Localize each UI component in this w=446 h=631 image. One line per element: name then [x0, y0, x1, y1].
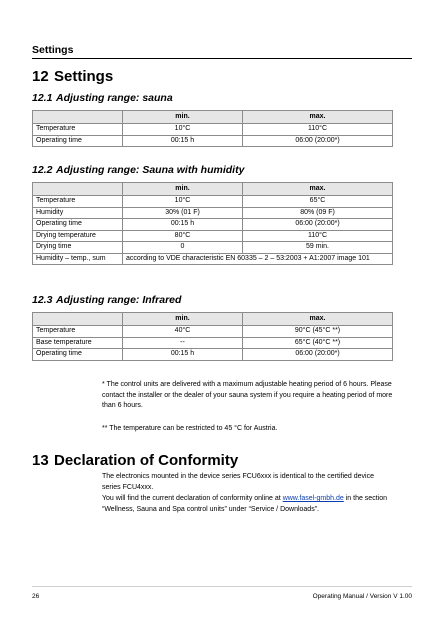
- section-13-title: Declaration of Conformity: [54, 452, 239, 469]
- row-label: Operating time: [33, 219, 123, 231]
- header-cell: min.: [123, 111, 243, 124]
- max-value: 80% (09 F): [243, 207, 393, 219]
- section-13-heading: [32, 452, 238, 469]
- row-label: Operating time: [33, 349, 123, 361]
- min-value: 00:15 h: [123, 219, 243, 231]
- infrared-range-table: [32, 312, 393, 361]
- row-label: Temperature: [33, 196, 123, 208]
- sauna-humidity-range-table: [32, 182, 393, 265]
- min-value: 10°C: [123, 196, 243, 208]
- running-head: Settings: [32, 44, 74, 56]
- page-number: 26: [32, 593, 40, 600]
- section-12-heading: [32, 68, 113, 85]
- row-label: Operating time: [33, 135, 123, 147]
- footer-rule: [32, 586, 412, 587]
- min-value: 00:15 h: [123, 135, 243, 147]
- table-row: [33, 219, 393, 231]
- row-label: Base temperature: [33, 337, 123, 349]
- header-cell: min.: [123, 313, 243, 326]
- header-cell: [33, 183, 123, 196]
- conformity-paragraph: The electronics mounted in the device series FCU6xxx is identical to the certified device series FCU4xxx.: [102, 473, 374, 491]
- max-value: 06:00 (20:00*): [243, 135, 393, 147]
- sauna-range-table: [32, 110, 393, 147]
- max-value: 90°C (45°C **): [243, 326, 393, 338]
- section-12-3-heading: [32, 294, 181, 306]
- row-label: Humidity – temp., sum: [33, 253, 123, 265]
- note-austria: ** The temperature can be restricted to 45 °C for Austria.: [102, 425, 278, 432]
- table-header-row: [33, 183, 393, 196]
- max-value: 65°C (40°C **): [243, 337, 393, 349]
- document-version: Operating Manual / Version V 1.00: [312, 593, 412, 600]
- min-value: 30% (01 F): [123, 207, 243, 219]
- table-row: [33, 349, 393, 361]
- header-cell: max.: [243, 183, 393, 196]
- min-value: 10°C: [123, 124, 243, 136]
- download-text-end: in the section “Wellness, Sauna and Spa control units” under “Service / Downloads”.: [102, 495, 387, 513]
- table-row: [33, 326, 393, 338]
- section-12-2-title: Adjusting range: Sauna with humidity: [56, 164, 245, 176]
- row-label: Drying temperature: [33, 230, 123, 242]
- header-cell: max.: [243, 313, 393, 326]
- max-value: 110°C: [243, 230, 393, 242]
- section-13-number: 13: [32, 452, 49, 469]
- row-label: Temperature: [33, 124, 123, 136]
- section-12-1-heading: [32, 92, 173, 104]
- min-value: --: [123, 337, 243, 349]
- section-12-title: Settings: [54, 68, 114, 85]
- table-row: [33, 253, 393, 265]
- merged-value: according to VDE characteristic EN 60335 – 2 – 53:2003 + A1:2007 image 101: [123, 253, 393, 265]
- section-12-2-number: 12.2: [32, 164, 53, 176]
- header-rule: [32, 58, 412, 59]
- row-label: Temperature: [33, 326, 123, 338]
- section-12-number: 12: [32, 68, 49, 85]
- min-value: 40°C: [123, 326, 243, 338]
- max-value: 59 min.: [243, 242, 393, 254]
- min-value: 0: [123, 242, 243, 254]
- min-value: 00:15 h: [123, 349, 243, 361]
- max-value: 110°C: [243, 124, 393, 136]
- table-row: [33, 124, 393, 136]
- table-row: [33, 135, 393, 147]
- section-12-3-title: Adjusting range: Infrared: [56, 294, 182, 306]
- table-header-row: [33, 313, 393, 326]
- max-value: 65°C: [243, 196, 393, 208]
- table-header-row: [33, 111, 393, 124]
- row-label: Humidity: [33, 207, 123, 219]
- download-paragraph: [102, 494, 394, 515]
- max-value: 06:00 (20:00*): [243, 219, 393, 231]
- note-heating-period: * The control units are delivered with a maximum adjustable heating period of 6 hours. Please contact the installer or the dealer of your sauna system if you require a heating period of more than 6 hours.: [102, 381, 393, 409]
- website-link[interactable]: www.fasel-gmbh.de: [282, 495, 344, 502]
- section-12-2-heading: [32, 164, 244, 176]
- section-12-3-number: 12.3: [32, 294, 53, 306]
- min-value: 80°C: [123, 230, 243, 242]
- table-row: [33, 337, 393, 349]
- header-cell: max.: [243, 111, 393, 124]
- table-row: [33, 242, 393, 254]
- table-row: [33, 207, 393, 219]
- section-12-1-title: Adjusting range: sauna: [56, 92, 173, 104]
- row-label: Drying time: [33, 242, 123, 254]
- table-row: [33, 230, 393, 242]
- max-value: 06:00 (20:00*): [243, 349, 393, 361]
- table-row: [33, 196, 393, 208]
- header-cell: [33, 111, 123, 124]
- section-12-1-number: 12.1: [32, 92, 53, 104]
- header-cell: min.: [123, 183, 243, 196]
- download-text-start: You will find the current declaration of conformity online at: [102, 495, 283, 502]
- header-cell: [33, 313, 123, 326]
